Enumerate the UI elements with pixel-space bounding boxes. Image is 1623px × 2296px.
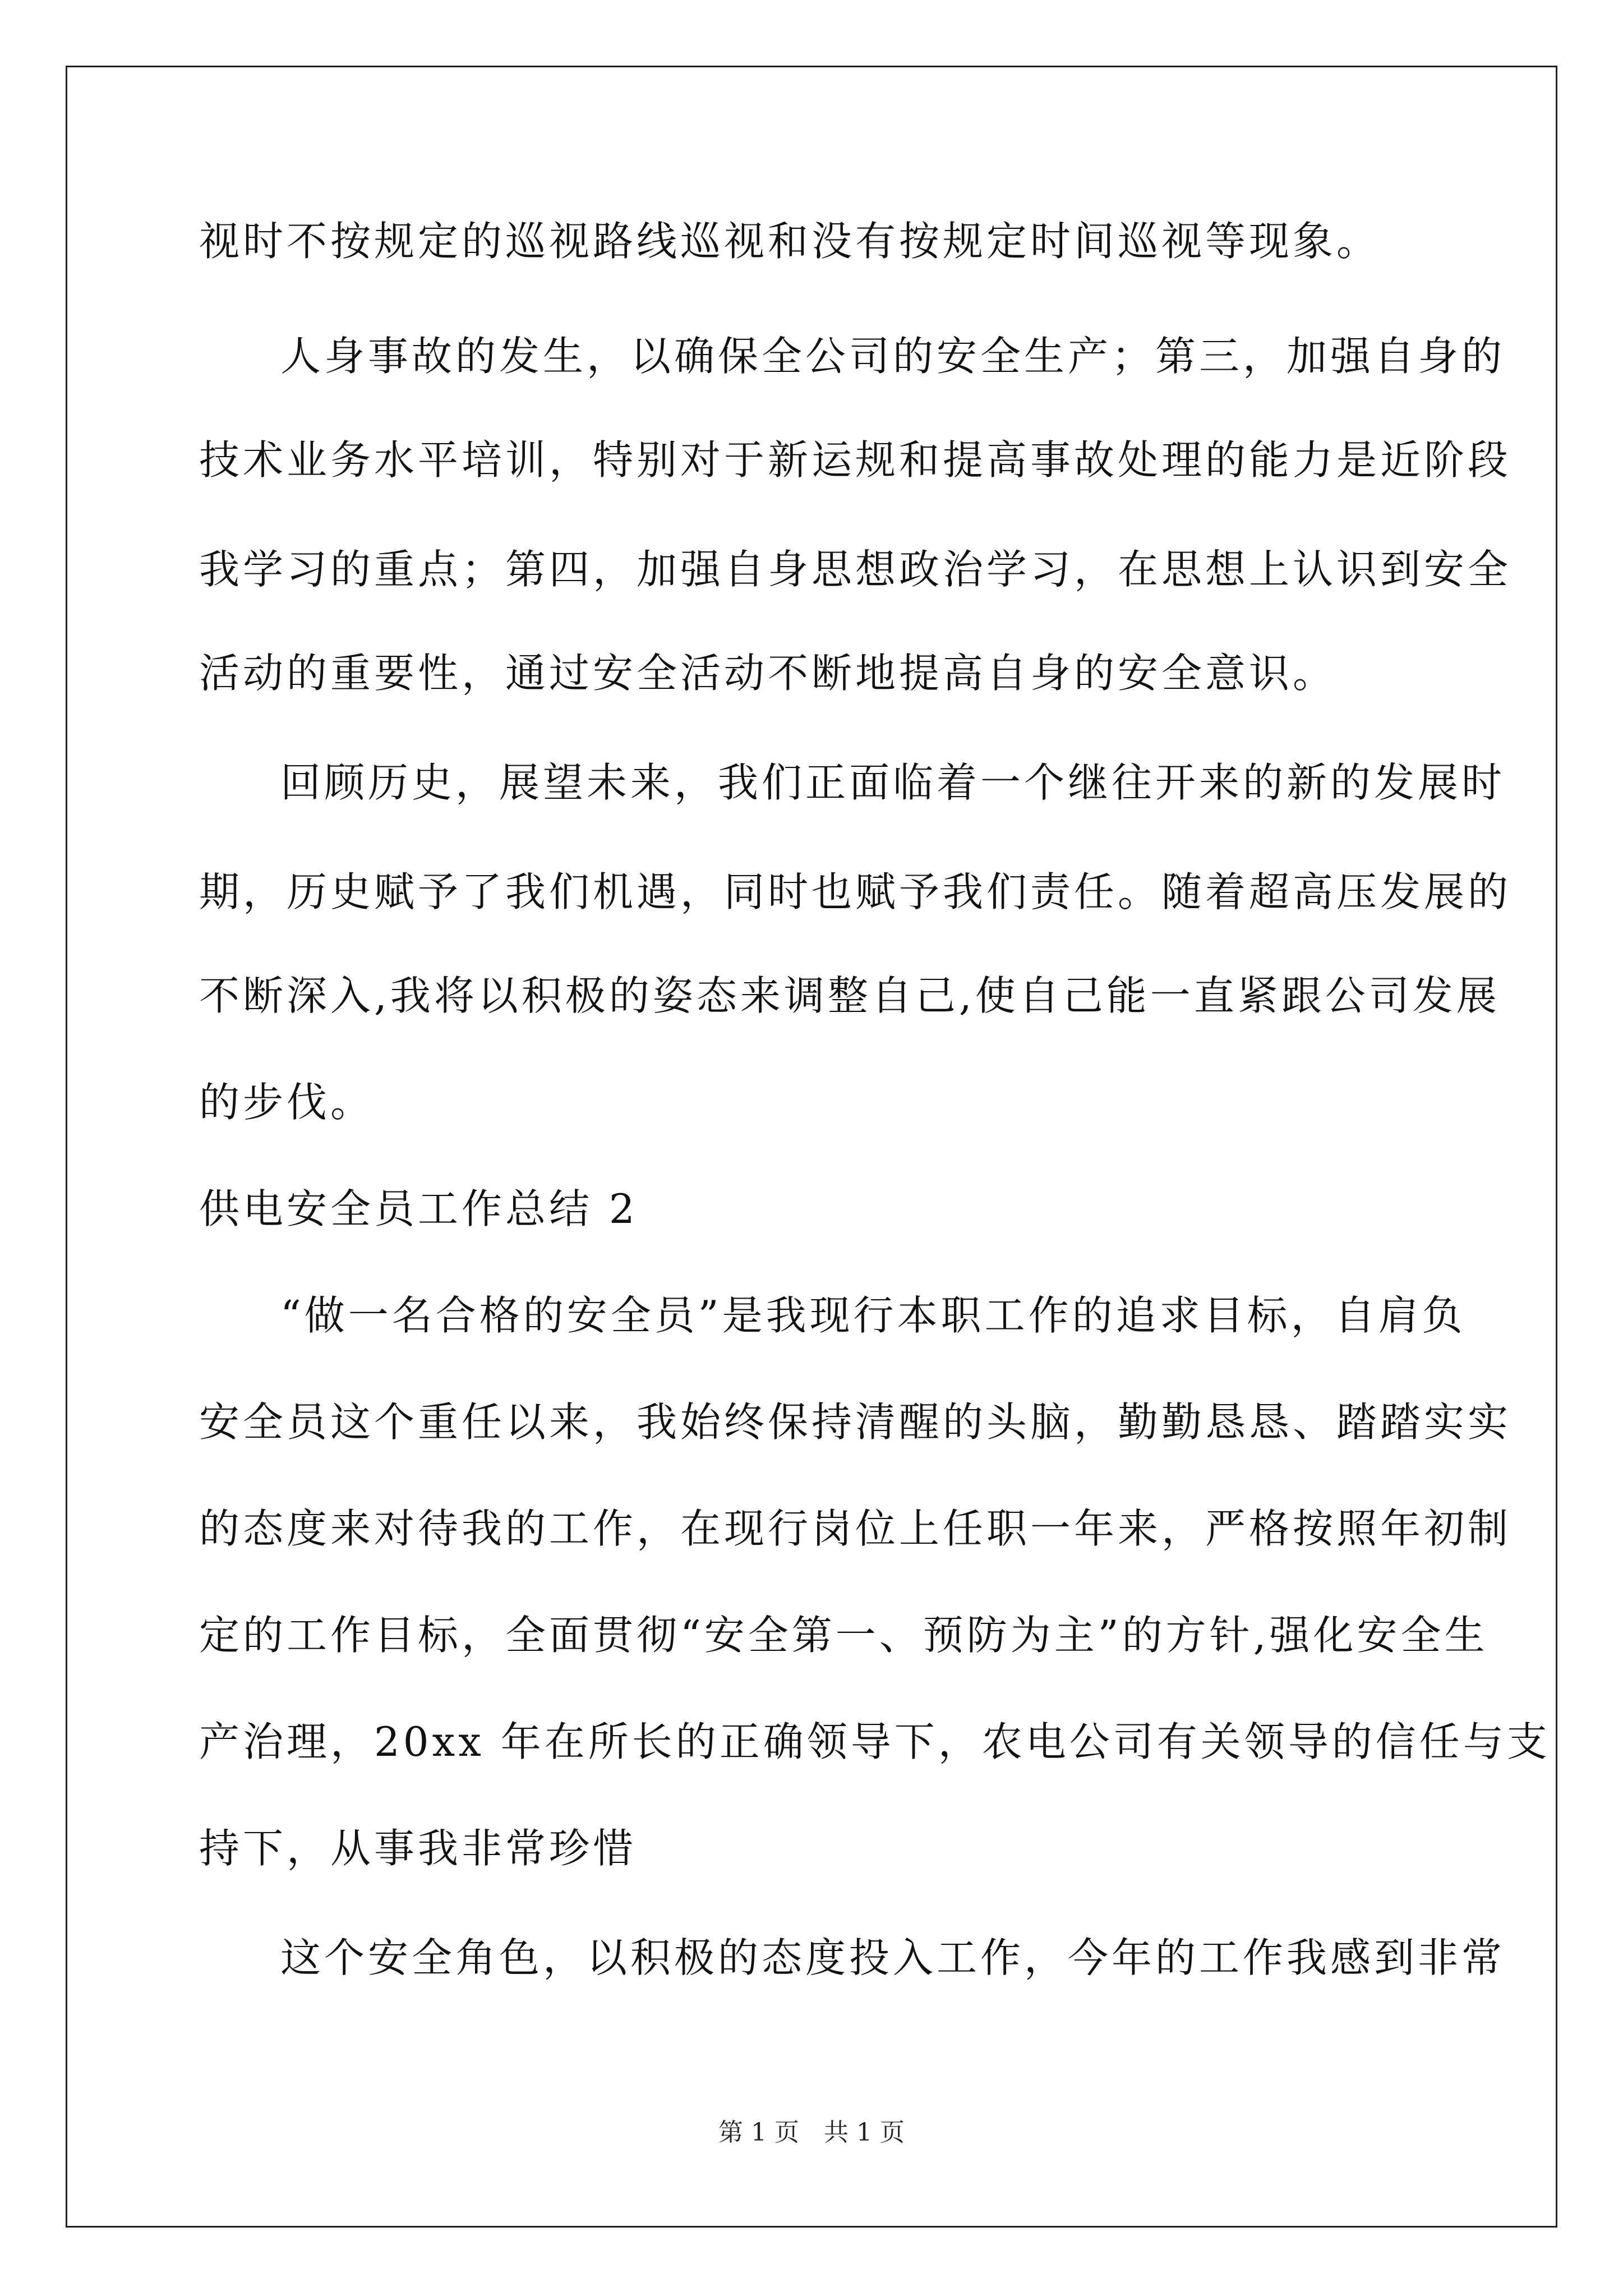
text-line: 视时不按规定的巡视路线巡视和没有按规定时间巡视等现象。 — [199, 218, 1381, 265]
text-line: 期，历史赋予了我们机遇，同时也赋予我们责任。随着超高压发展的 — [199, 868, 1512, 915]
section-heading: 供电安全员工作总结 2 — [199, 1185, 638, 1232]
text-line: 这个安全角色，以积极的态度投入工作，今年的工作我感到非常 — [280, 1934, 1506, 1981]
text-line: 产治理，20xx 年在所长的正确领导下，农电公司有关领导的信任与支 — [199, 1718, 1551, 1765]
text-line: 持下，从事我非常珍惜 — [199, 1825, 637, 1872]
text-line: 定的工作目标，全面贯彻“安全第一、预防为主”的方针,强化安全生 — [199, 1612, 1488, 1659]
text-line: “做一名合格的安全员”是我现行本职工作的追求目标，自肩负 — [280, 1292, 1466, 1339]
page-footer: 第 1 页 共 1 页 — [718, 2118, 905, 2147]
text-line: 的态度来对待我的工作，在现行岗位上任职一年来，严格按照年初制 — [199, 1505, 1512, 1552]
text-line: 人身事故的发生，以确保全公司的安全生产；第三，加强自身的 — [280, 333, 1506, 380]
text-line: 技术业务水平培训，特别对于新运规和提高事故处理的能力是近阶段 — [199, 436, 1512, 484]
text-line: 回顾历史，展望未来，我们正面临着一个继往开来的新的发展时 — [280, 759, 1506, 806]
text-line: 不断深入,我将以积极的姿态来调整自己,使自己能一直紧跟公司发展 — [199, 972, 1500, 1019]
page-border — [66, 66, 1557, 2228]
text-line: 的步伐。 — [199, 1079, 375, 1126]
text-line: 活动的重要性，通过安全活动不断地提高自身的安全意识。 — [199, 650, 1337, 697]
text-line: 安全员这个重任以来，我始终保持清醒的头脑，勤勤恳恳、踏踏实实 — [199, 1398, 1512, 1446]
text-line: 我学习的重点；第四，加强自身思想政治学习，在思想上认识到安全 — [199, 546, 1512, 593]
